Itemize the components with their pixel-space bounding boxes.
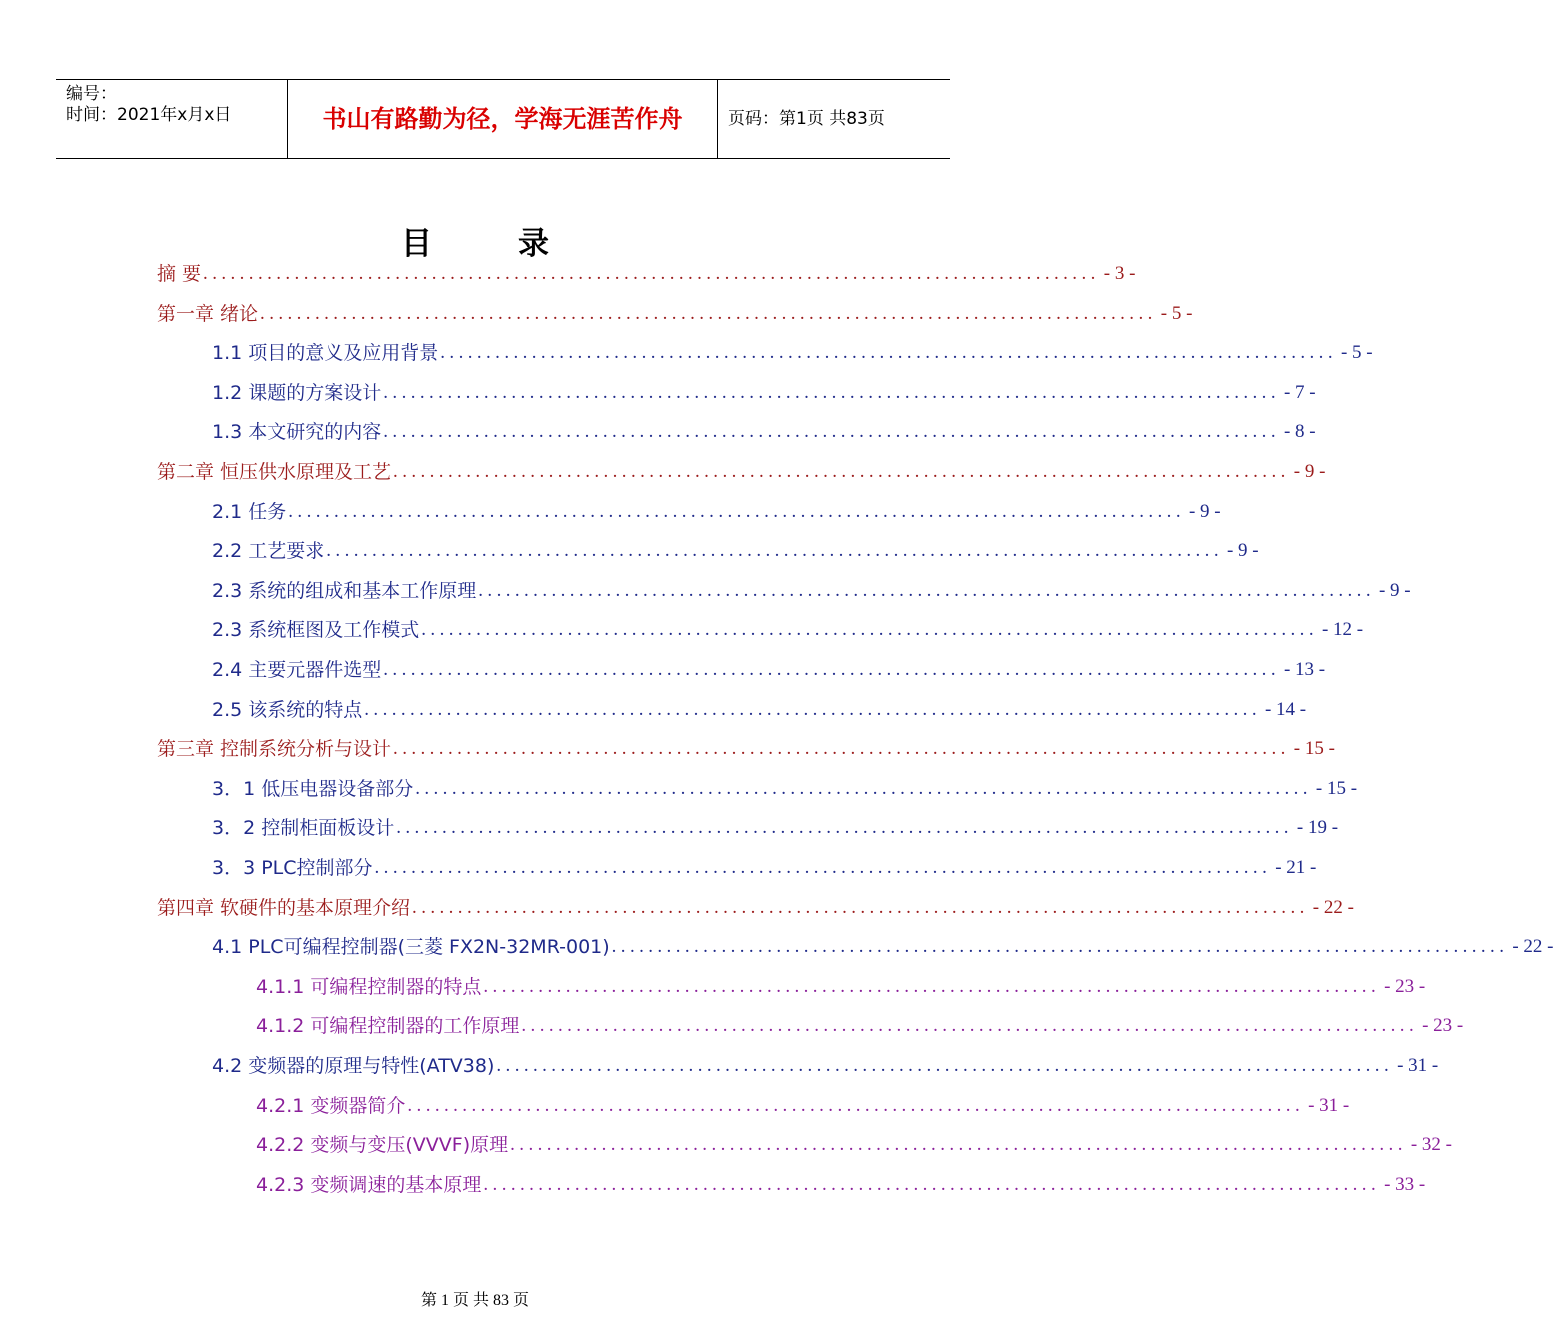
toc-leader: .................................................................................................. (364, 698, 1261, 720)
toc-title-right: 录 (518, 226, 549, 262)
toc-entry[interactable] (212, 929, 1554, 965)
toc-leader: .................................................................................................. (496, 1055, 1394, 1076)
toc-entry-label: 第三章 控制系统分析与设计 (157, 738, 392, 761)
toc-entry[interactable] (212, 494, 1221, 530)
toc-entry[interactable] (212, 375, 1316, 411)
toc-entry-label: 4.2 变频器的原理与特性(ATV38) (212, 1055, 495, 1077)
toc-leader: .................................................................................................. (421, 619, 1318, 641)
toc-entry[interactable] (157, 890, 1354, 926)
toc-entry-page: - 21 - (1275, 857, 1317, 878)
toc-entry-page: - 15 - (1293, 738, 1335, 760)
toc-leader: .................................................................................................. (374, 857, 1272, 878)
toc-leader: .................................................................................................. (383, 421, 1280, 443)
toc-entry-page: - 9 - (1378, 579, 1411, 601)
toc-entry-label: 第二章 恒压供水原理及工艺 (157, 461, 392, 483)
toc-entry[interactable] (212, 692, 1307, 728)
page-footer: 第 1 页 共 83 页 (420, 1292, 529, 1309)
toc-entry-page: - 5 - (1160, 302, 1193, 324)
toc-entry-page: - 12 - (1321, 619, 1364, 641)
toc-entry-page: - 31 - (1397, 1055, 1439, 1076)
toc-entry-label: 1.2 课题的方案设计 (212, 381, 382, 404)
number-label: 编号： (66, 84, 117, 104)
toc-entry-page: - 3 - (1103, 263, 1136, 284)
toc-entry-page: - 23 - (1384, 975, 1426, 997)
toc-entry-page: - 23 - (1422, 1015, 1464, 1037)
toc-entry-page: - 9 - (1293, 461, 1326, 482)
toc-entry[interactable] (212, 771, 1358, 807)
toc-leader: .................................................................................................. (521, 1015, 1419, 1037)
toc-leader: .................................................................................................. (412, 896, 1309, 918)
toc-entry[interactable] (212, 335, 1373, 371)
toc-entry-page: - 9 - (1188, 500, 1221, 522)
toc-leader: .................................................................................................. (483, 975, 1381, 997)
header-meta (56, 80, 288, 158)
toc-leader: .................................................................................................. (415, 777, 1312, 799)
toc-entry-page: - 22 - (1512, 936, 1554, 958)
toc-entry-label: 2.5 该系统的特点 (212, 698, 363, 721)
toc-entry-label: 1.1 项目的意义及应用背景 (212, 342, 439, 365)
toc-leader: .................................................................................................. (510, 1134, 1407, 1156)
toc-leader: .................................................................................................. (478, 579, 1375, 601)
toc-entry-page: - 33 - (1384, 1173, 1426, 1195)
toc-entry-label: 4.2.3 变频调速的基本原理 (256, 1173, 482, 1196)
toc-entry[interactable] (157, 731, 1335, 767)
toc-leader: .................................................................................................. (326, 540, 1223, 562)
toc-entry-page: - 19 - (1296, 817, 1339, 839)
toc-entry[interactable] (212, 1048, 1439, 1084)
time-label: 时间：2021年x月x日 (66, 105, 232, 125)
document-header (56, 79, 950, 159)
toc-leader: .................................................................................................. (440, 342, 1337, 364)
toc-leader: .................................................................................................. (396, 817, 1293, 839)
toc-entry-label: 2.3 系统的组成和基本工作原理 (212, 579, 477, 602)
toc-entry-label: 2.2 工艺要求 (212, 540, 325, 563)
toc-entry-label: 第一章 绪论 (157, 302, 259, 325)
toc-entry[interactable] (157, 256, 1136, 292)
toc-entry[interactable] (256, 1008, 1464, 1044)
toc-entry[interactable] (256, 1088, 1350, 1124)
toc-entry-label: 4.1 PLC可编程控制器(三菱 FX2N-32MR-001) (212, 936, 610, 959)
toc-entry[interactable] (212, 850, 1317, 886)
toc-entry-label: 4.2.1 变频器简介 (256, 1094, 406, 1117)
toc-title-left: 目 (401, 226, 432, 262)
toc-entry[interactable] (157, 454, 1326, 490)
toc-entry-label: 3．2 控制柜面板设计 (212, 817, 395, 840)
toc-entry[interactable] (256, 1127, 1452, 1163)
toc-entry[interactable] (212, 810, 1339, 846)
toc-entry-page: - 14 - (1264, 698, 1307, 720)
toc-leader: .................................................................................................. (288, 500, 1185, 522)
toc-entry-label: 2.1 任务 (212, 500, 287, 523)
toc-entry-label: 4.1.2 可编程控制器的工作原理 (256, 1015, 520, 1038)
toc-entry[interactable] (212, 652, 1326, 688)
toc-entry[interactable] (212, 414, 1316, 450)
toc-leader: .................................................................................................. (407, 1094, 1305, 1116)
toc-entry-page: - 9 - (1226, 540, 1259, 562)
toc-entry-label: 2.3 系统框图及工作模式 (212, 619, 420, 642)
toc-entry-page: - 22 - (1312, 896, 1354, 918)
toc-entry-page: - 7 - (1283, 381, 1316, 403)
toc-entry-page: - 32 - (1410, 1134, 1452, 1156)
toc-entry[interactable] (157, 296, 1193, 332)
toc-leader: .................................................................................................. (383, 659, 1280, 680)
toc-entry-page: - 8 - (1283, 421, 1316, 443)
toc-entry[interactable] (256, 1167, 1426, 1203)
toc-entry-label: 摘 要 (157, 263, 202, 285)
toc-entry-label: 4.2.2 变频与变压(VVVF)原理 (256, 1134, 509, 1157)
toc-entry-page: - 15 - (1315, 777, 1358, 799)
header-page-info: 页码：第1页 共83页 (728, 109, 885, 129)
toc-entry-page: - 5 - (1340, 342, 1373, 364)
toc-entry-page: - 13 - (1283, 659, 1326, 680)
toc-leader: .................................................................................................. (260, 302, 1157, 324)
toc-entry-label: 3．3 PLC控制部分 (212, 857, 373, 879)
toc-entry[interactable] (212, 612, 1364, 648)
toc-leader: .................................................................................................. (393, 461, 1290, 482)
header-motto: 书山有路勤为径，学海无涯苦作舟 (288, 80, 718, 158)
toc-leader: .................................................................................................. (483, 1173, 1381, 1195)
toc-entry-label: 3．1 低压电器设备部分 (212, 777, 414, 800)
toc-leader: .................................................................................................. (611, 936, 1509, 958)
toc-leader: .................................................................................................. (203, 263, 1100, 284)
toc-entry-label: 2.4 主要元器件选型 (212, 659, 382, 681)
toc-entry-page: - 31 - (1308, 1094, 1350, 1116)
toc-entry-label: 4.1.1 可编程控制器的特点 (256, 975, 482, 998)
toc-entry[interactable] (212, 573, 1411, 609)
toc-leader: .................................................................................................. (383, 381, 1280, 403)
toc-entry-label: 第四章 软硬件的基本原理介绍 (157, 896, 411, 919)
toc-entry[interactable] (256, 969, 1426, 1005)
toc-entry-label: 1.3 本文研究的内容 (212, 421, 382, 444)
toc-entry[interactable] (212, 533, 1259, 569)
toc-leader: .................................................................................................. (393, 738, 1290, 760)
